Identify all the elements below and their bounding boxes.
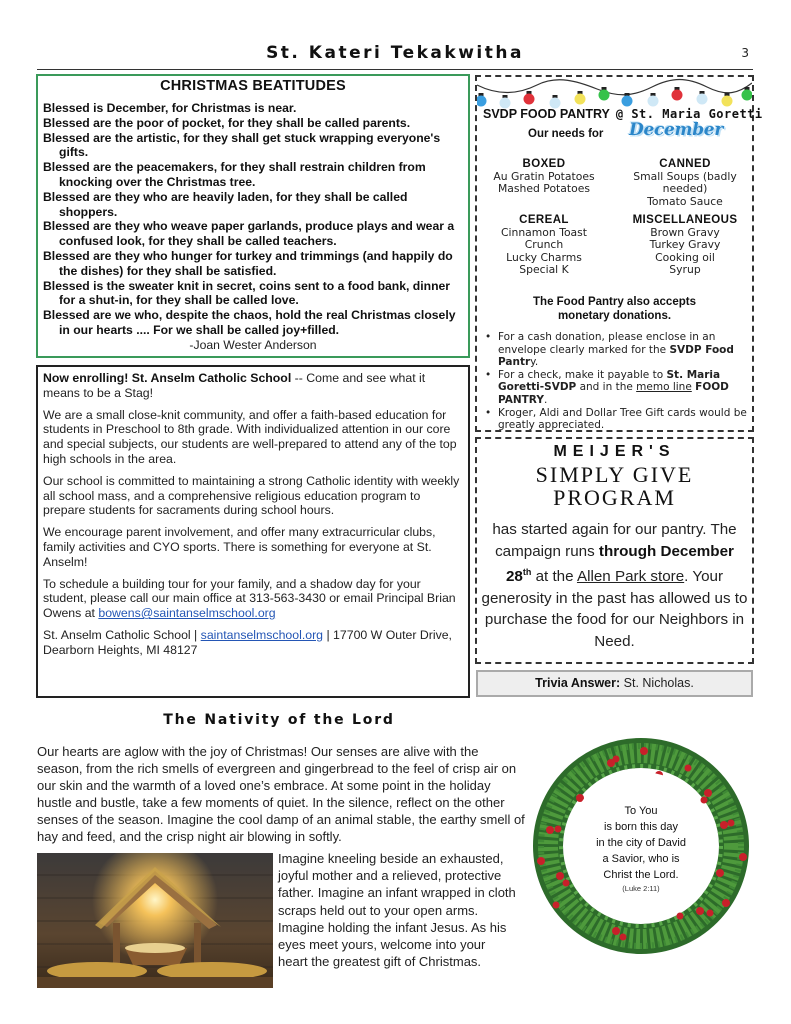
category-heading: CANNED [659,158,711,170]
page-header [37,40,753,70]
beatitudes-author: -Joan Wester Anderson [189,337,317,352]
category-item: Tomato Sauce [647,194,723,208]
school-intro [43,371,463,401]
text: has started again for our pantry. The campaign runs [492,521,737,560]
school-contact [43,577,463,621]
category-item: Crunch [524,238,564,252]
category-canned [620,158,750,208]
school-footer-name: St. Anselm Catholic School | [43,627,201,642]
beatitude-line: Blessed is December, for Christmas is near. [43,101,297,115]
beatitude-line: Blessed are the poor of pocket, for they shall be called parents. [43,115,411,130]
text: . Your generosity in the past has allowed us to purchase the food for our Neighbors in Need. [481,568,748,650]
text-bold: FOOD PANTRY [498,381,729,406]
category-heading: MISCELLANEOUS [632,214,738,226]
beatitude-line: Blessed are the artistic, for they shall get stuck wrapping everyone's gifts. [43,130,441,160]
nativity-title: The Nativity of the Lord [163,712,395,728]
category-item: Cooking oil [655,250,715,264]
verse-line: a Savior, who is [602,853,680,865]
verse-line: Christ the Lord. [603,869,679,881]
wreath-image [528,733,754,959]
donation-item-giftcards: • Kroger, Aldi and Dollar Tree Gift cards would be greatly appreciated. [485,407,750,432]
beatitude-line: Blessed are they who are heavily laden, for they shall be called shoppers. [43,189,408,219]
school-intro-rest: -- Come and see what it means to be a Stag! [43,371,426,400]
school-paragraph: Our school is committed to maintaining a strong Catholic identity with weekly all school mass, and a comprehensive religious education program to prepare students for sacraments during school hours. [43,473,460,518]
monetary-heading [477,296,752,323]
beatitude-line: Blessed are they who hunger for turkey and trimmings (and happily do the dishes) for they shall be satisfied. [43,248,453,278]
verse-line: is born this day [604,821,678,833]
program-title [477,463,752,509]
school-footer [43,628,463,658]
monetary-line: monetary donations. [557,309,672,322]
school-intro-bold: Now enrolling! St. Anselm Catholic School [43,371,292,385]
program-title-line: SIMPLY GIVE [535,462,694,487]
beatitude-line: Blessed are they who weave paper garlands, produce plays and wear a confused look, for they shall be called teachers. [43,219,455,249]
page-number: 3 [741,46,749,60]
category-item: Cinnamon Toast [500,225,588,239]
text: . [543,393,548,406]
category-item: Special K [519,263,569,277]
category-item: Syrup [669,263,701,277]
text: through December 28 [505,542,734,586]
school-contact-text: To schedule a building tour for your family, and a shadow day for your student, please call our main office at 313-563-3430 or email Principal Brian Owens at [43,576,456,621]
category-item: Au Gratin Potatoes [493,169,595,183]
beatitudes-box [36,74,470,358]
category-item: Small Soups (badly [633,169,737,183]
pantry-name: SVDP FOOD PANTRY [483,107,610,121]
verse-line: in the city of David [596,837,686,849]
category-item: Turkey Gravy [649,238,721,252]
beatitude-line: Blessed are the peacemakers, for they shall restrain children from knocking over the Christmas tree. [43,160,426,189]
school-address: | 17700 W Outer Drive, Dearborn Heights, MI 48127 [43,627,452,657]
donation-list [485,331,750,432]
category-miscellaneous [620,214,750,277]
category-cereal [479,214,609,277]
newsletter-title: St. Kateri Tekakwitha [266,43,524,63]
trivia-answer: St. Nicholas. [620,676,694,690]
needs-label: Our needs for [528,128,604,140]
meijer-description [477,519,752,652]
text: For a check, make it payable to [498,368,667,381]
text: and in the [576,381,637,394]
program-title-line: PROGRAM [553,485,676,510]
text-bold: SVDP Food Pantr [498,343,734,369]
nativity-side-text: Imagine kneeling beside an exhausted, joyful mother and a relieved, protective father. Imagine an infant wrapped in cloth scraps held out to your open arms. Imagine holding the infant Jesus. As his eyes meet yours, welcome into your heart the greatest gift of Christmas. [278,851,516,970]
category-item: Brown Gravy [650,225,720,239]
december-badge: December [629,120,723,140]
nativity-body: Our hearts are aglow with the joy of Christmas! Our senses are alive with the season, from the rich smells of evergreen and gingerbread to the feel of crisp air on our skin and the warmth of a loved one’s embrace. At some point in the holiday hustle and bustle, take a few moments of quiet. In the silence, reflect on the other senses of the season. Imagine the cool damp of an animal stable, the earthy smell of hay and feed, and the crisp night air blowing in softly. [37,744,525,844]
text-underline: memo line [636,381,692,394]
text: y. [530,356,539,369]
verse-line: To You [624,805,658,817]
meijer-name: MEIJER'S [553,443,676,460]
verse-citation: (Luke 2:11) [622,884,660,893]
manger-image [37,853,273,988]
beatitude-line: Blessed are we who, despite the chaos, hold the real Christmas closely in our hearts .... For we shall be called joy+filled. [43,308,456,337]
school-paragraph: We are a small close-knit community, and offer a faith-based education for students in Preschool to 8th grade. With individualized attention in our core and special subjects, our students are well-prepared to attend any of the top high schools in the area. [43,407,457,466]
pantry-title [483,107,763,121]
category-item: needed) [662,182,708,196]
string-lights-icon [477,77,752,111]
pantry-location: @ St. Maria Goretti [615,107,763,121]
category-boxed [479,158,609,196]
category-item: Mashed Potatoes [497,182,591,196]
text: For a cash donation, please enclose in an envelope clearly marked for the [498,331,716,356]
trivia-label: Trivia Answer: [535,676,621,690]
email-link[interactable]: bowens@saintanselmschool.org [98,606,276,621]
store-link: Allen Park store [576,568,685,586]
beatitude-line: Blessed is the sweater knit in secret, coins sent to a food bank, dinner for a shut-in, for they shall be called love. [43,278,451,308]
school-enrollment-box [36,365,470,698]
meijer-simply-give-box [475,437,754,664]
food-pantry-box [475,75,763,432]
monetary-line: The Food Pantry also accepts [533,296,696,308]
scripture-verse [528,803,754,895]
category-item: Lucky Charms [506,250,582,264]
donation-item-cash [485,331,750,369]
trivia-answer-box [476,670,753,697]
website-link[interactable]: saintanselmschool.org [200,627,324,642]
category-heading: CEREAL [519,214,569,226]
text-bold: St. Maria Goretti-SVDP [498,368,721,394]
donation-item-check [485,369,750,407]
category-heading: BOXED [522,158,566,170]
superscript: th [522,567,532,577]
text: at the [531,568,577,586]
school-paragraph: We encourage parent involvement, and offer many extracurricular clubs, family activities and CYO sports. There is something for everyone at St. Anselm! [43,525,436,569]
beatitudes-title: CHRISTMAS BEATITUDES [160,78,346,94]
